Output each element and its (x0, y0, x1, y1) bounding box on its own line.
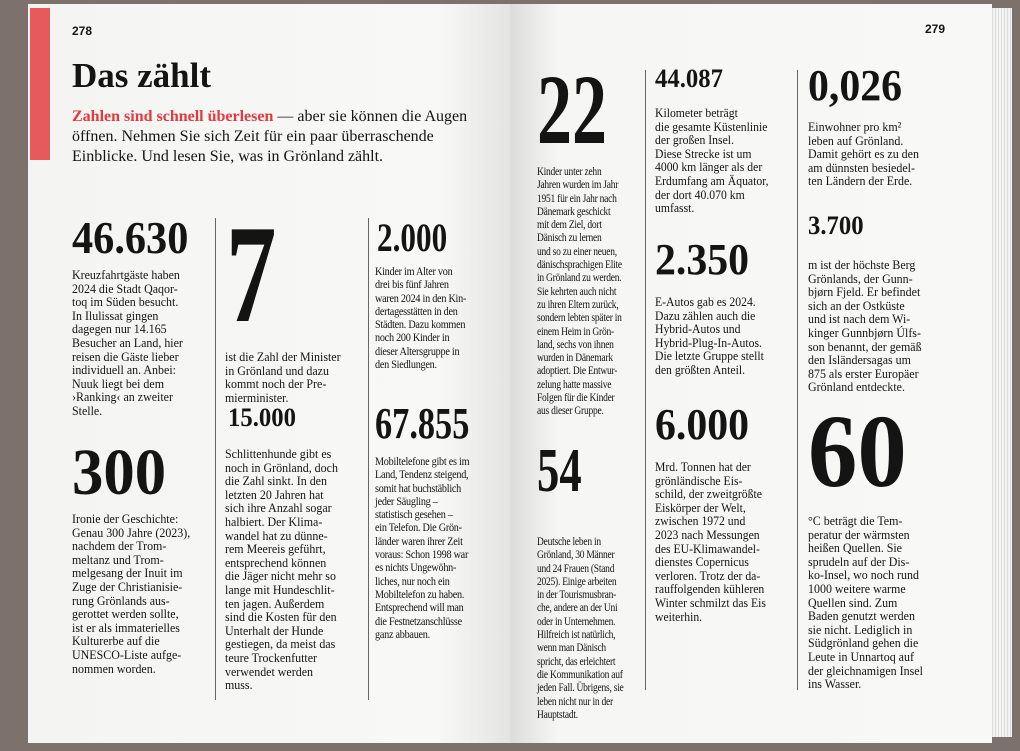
fact-text: E-Autos gab es 2024. Dazu zählen auch die Hybrid-Autos und Hybrid-Plug-In-Autos. Die letzte Gruppe stellt den größten Anteil. (655, 294, 764, 377)
page-number-right: 279 (925, 22, 946, 36)
fact-text: Kilometer beträgt die gesamte Küstenlinie der großen Insel. Diese Strecke ist um 4000 km länger als der Erdumfang am Äquator, der dort 40.070 km umfasst. (655, 105, 769, 216)
fact-number: 67.855 (375, 399, 470, 448)
column-divider (797, 70, 798, 690)
fact-number: 46.630 (72, 212, 189, 263)
fact-number: 3.700 (808, 211, 864, 240)
fact-text: Mrd. Tonnen hat der grönländische Eis- schild, der zweitgrößte Eiskörper der Welt, zwischen 1972 und 2023 nach Messungen des EU-Klimawandel- dienstes Copernicus verloren. Trotz der da- rauffolgenden kühleren Winter schmilzt das Eis weiterhin. (655, 459, 766, 624)
fact-number: 15.000 (228, 403, 296, 432)
fact-text: Deutsche leben in Grönland, 30 Männer und 24 Frauen (Stand 2025). Einige arbeiten in der Tourismusbran- che, andere an der Uni oder in Unternehmen. Hilfreich ist natürlich, wenn man Dänisch spricht, das erleichtert die Kommunikation auf jeden Fall. Übrigens, sie leben nicht nur in der Hauptstadt. (537, 535, 624, 721)
accent-bar (30, 8, 50, 160)
page-title: Das zählt (72, 56, 212, 95)
intro-rest: — aber sie können die Augen öffnen. Nehmen Sie sich Zeit für ein paar überraschende Einblicke. Und lesen Sie, was in Grönland zählt. (72, 108, 468, 165)
fact-text: °C beträgt die Tem- peratur der wärmsten heißen Quellen. Sie sprudeln auf der Dis- ko-Insel, wo noch rund 1000 weitere warme Quellen sind. Zum Baden genutzt werden sie nicht. Lediglich in Südgrönland gehen die Leute in Unnartoq auf der gleichnamigen Insel ins Wasser. (808, 513, 923, 692)
fact-number: 2.000 (377, 215, 448, 260)
intro-text (72, 107, 482, 167)
fact-number: 2.350 (655, 235, 750, 284)
fact-number: 54 (537, 437, 582, 505)
column-divider (215, 218, 216, 700)
fact-text: Ironie der Geschichte: Genau 300 Jahre (2023), nachdem der Trom- meltanz und Trom- melgesang der Inuit im Zuge der Christianisie- rung Grönlands aus- gerottet werden sollte, ist er als immaterielles Kulturerbe auf die UNESCO-Liste aufge- nommen worden. (72, 511, 191, 676)
fact-text: Kinder unter zehn Jahren wurden im Jahr 1951 für ein Jahr nach Dänemark geschickt mit dem Ziel, dort Dänisch zu lernen und so zu einer neuen, dänischsprachigen Elite in Grönland zu werden. Sie kehrten auch nicht zu ihren Eltern zurück, sondern lebten später in einem Heim in Grön- land, sechs von ihnen wurden in Dänemark adoptiert. Die Entwur- zelung hatte massive Folgen für die Kinder aus dieser Gruppe. (537, 165, 622, 418)
page-number-left: 278 (72, 24, 93, 38)
fact-number: 22 (537, 54, 607, 165)
fact-number: 44.087 (655, 64, 723, 93)
column-divider (645, 70, 646, 690)
fact-text: ist die Zahl der Minister in Grönland und dazu kommt noch der Pre- mierminister. (225, 349, 341, 405)
fact-text: m ist der höchste Berg Grönlands, der Gunn- bjørn Fjeld. Er befindet sich an der Ostküste und ist nach dem Wi- kinger Gunnbjørn Úlfs- son benannt, der gemäß den Isländersagas um 875 als erster Europäer Grönland entdeckte. (808, 257, 922, 395)
intro-highlight: Zahlen sind schnell überlesen (72, 108, 274, 125)
fact-number: 6.000 (655, 400, 750, 449)
fact-number: 300 (72, 436, 167, 509)
fact-number: 7 (226, 197, 277, 352)
fact-text: Einwohner pro km² leben auf Grönland. Damit gehört es zu den am dünnsten besiedel- ten Ländern der Erde. (808, 119, 919, 189)
column-divider (368, 218, 369, 700)
fact-text: Mobiltelefone gibt es im Land, Tendenz steigend, somit hat buchstäblich jeder Säugling – statistisch gesehen – ein Telefon. Die Grön- länder waren ihrer Zeit voraus: Schon 1998 war es nichts Ungewöhn- liches, nur noch ein Mobiltelefon zu haben. Entsprechend will man die Festnetzanschlüsse ganz abbauen. (375, 455, 470, 641)
fact-number: 60 (808, 394, 907, 509)
fact-text: Schlittenhunde gibt es noch in Grönland, doch die Zahl sinkt. In den letzten 20 Jahren hat sich ihre Anzahl sogar halbiert. Der Klima- wandel hat zu dünne- rem Meereis geführt, entsprechend können die Jäger nicht mehr so lange mit Hundeschlit- ten jagen. Außerdem sind die Kosten für den Unterhalt der Hunde gestiegen, da meist das teure Trockenfutter verwendet werden muss. (225, 446, 338, 693)
fact-text: Kreuzfahrtgäste haben 2024 die Stadt Qaqor- toq im Süden besucht. In Ilulissat gingen dagegen nur 14.165 Besucher an Land, hier reisen die Gäste lieber individuell an. Anbei: Nuuk liegt bei dem ›Ranking‹ an zweiter Stelle. (72, 267, 183, 418)
fact-number: 0,026 (808, 61, 903, 110)
page-edges (992, 8, 1012, 737)
fact-text: Kinder im Alter von drei bis fünf Jahren waren 2024 in den Kin- dertagesstätten in den Städten. Dazu kommen noch 200 Kinder in dieser Altersgruppe in den Siedlungen. (375, 265, 467, 372)
